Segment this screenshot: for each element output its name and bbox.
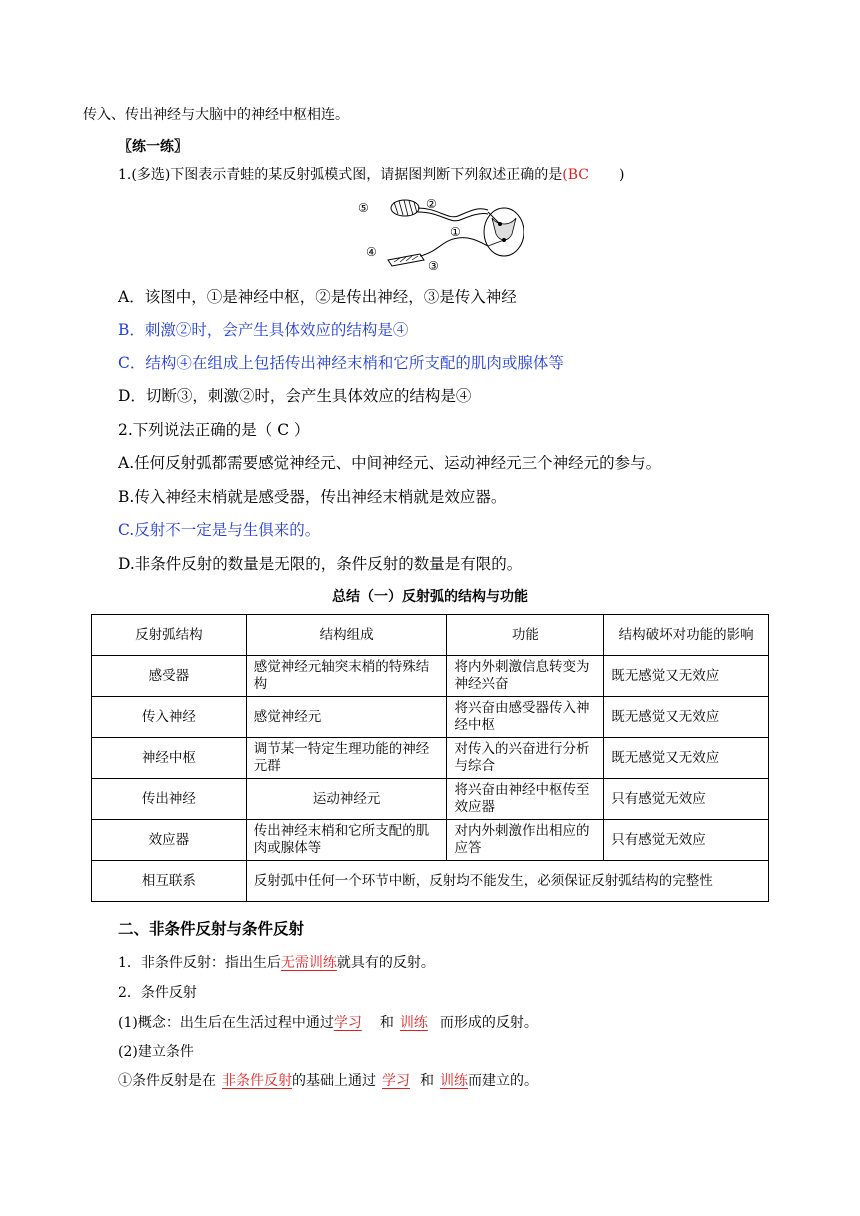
q1-option-a: A．该图中，①是神经中枢，②是传出神经，③是传入神经 [118,288,517,306]
diagram-label-4: ④ [366,245,377,259]
table-header-cell: 反射弧结构 [92,615,247,656]
table-cell: 反射弧中任何一个环节中断，反射均不能发生，必须保证反射弧结构的完整性 [246,861,768,902]
line3-pre: (1)概念：出生后在生活过程中通过 [118,1015,334,1031]
table-cell: 对传入的兴奋进行分析与综合 [447,738,604,779]
table-cell: 既无感觉又无效应 [604,697,769,738]
table-header-cell: 结构破坏对功能的影响 [604,615,769,656]
table-cell: 将兴奋由神经中枢传至效应器 [447,779,604,820]
q1-stem: 1.(多选)下图表示青蛙的某反射弧模式图，请据图判断下列叙述正确的是 [118,167,563,183]
skin-icon [388,254,424,266]
table-row [92,861,769,902]
section2-heading: 二、非条件反射与条件反射 [118,920,305,938]
line5-post: 而建立的。 [468,1073,538,1089]
blank-answer: 无需训练 [280,955,337,971]
section2-line2: 2．条件反射 [118,985,197,1001]
table-cell: 感受器 [92,656,247,697]
diagram-label-5: ⑤ [358,201,369,215]
table-cell: 效应器 [92,820,247,861]
table-cell: 对内外刺激作出相应的应答 [447,820,604,861]
summary-table [91,614,769,902]
line3-mid: 和 [379,1015,394,1031]
table-cell: 调节某一特定生理功能的神经元群 [246,738,447,779]
section2-line4: (2)建立条件 [118,1044,194,1060]
diagram-label-3: ③ [428,259,439,273]
blank-answer: 训练 [399,1015,428,1031]
q2-option-d: D.非条件反射的数量是无限的，条件反射的数量是有限的。 [118,555,523,573]
table-cell: 传出神经 [92,779,247,820]
table-cell: 神经中枢 [92,738,247,779]
line1-pre: 1．非条件反射：指出生后 [118,955,281,971]
table-cell: 传入神经 [92,697,247,738]
diagram-label-1: ① [450,225,461,239]
table-cell: 将兴奋由感受器传入神经中枢 [447,697,604,738]
table-cell: 运动神经元 [246,779,447,820]
table-row [92,697,769,738]
table-header-cell: 结构组成 [246,615,447,656]
table-cell: 既无感觉又无效应 [604,738,769,779]
table-cell: 只有感觉无效应 [604,779,769,820]
table-header-row [92,615,769,656]
muscle-icon [391,200,419,216]
q1-option-d: D．切断③，刺激②时，会产生具体效应的结构是④ [118,387,472,405]
table-cell: 既无感觉又无效应 [604,656,769,697]
section2-line5 [118,1070,538,1090]
table-row [92,820,769,861]
blank-answer: 学习 [333,1015,362,1031]
blank-answer: 训练 [440,1073,468,1089]
spinal-cord-icon [484,208,524,256]
section2-line3 [118,1012,538,1032]
line5-mid2: 和 [420,1073,434,1089]
q1-option-c: C．结构④在组成上包括传出神经末梢和它所支配的肌肉或腺体等 [118,354,564,372]
q2-stem: 2.下列说法正确的是（ C ） [118,421,310,439]
section2-line1 [118,952,435,972]
line5-mid1: 的基础上通过 [292,1073,376,1089]
diagram-label-2: ② [426,197,437,211]
line1-post: 就具有的反射。 [336,955,435,971]
intro-line: 传入、传出神经与大脑中的神经中枢相连。 [83,107,349,123]
q2-option-c: C.反射不一定是与生俱来的。 [118,521,321,539]
summary-title: 总结（一）反射弧的结构与功能 [332,589,528,605]
table-cell: 感觉神经元轴突末梢的特殊结构 [246,656,447,697]
table-row [92,779,769,820]
blank-answer: 学习 [382,1073,410,1089]
q1-option-b: B．刺激②时，会产生具体效应的结构是④ [118,321,409,339]
blank-answer: 非条件反射 [222,1073,292,1089]
table-cell: 相互联系 [92,861,247,902]
q1-stem-line [118,164,624,184]
line5-pre: ①条件反射是在 [118,1073,216,1089]
q1-answer: (BC [562,167,590,183]
q2-option-b: B.传入神经末梢就是感受器，传出神经末梢就是效应器。 [118,488,507,506]
table-cell: 感觉神经元 [246,697,447,738]
line3-post: 而形成的反射。 [439,1015,538,1031]
q2-option-a: A.任何反射弧都需要感觉神经元、中间神经元、运动神经元三个神经元的参与。 [118,454,662,472]
table-cell: 将内外刺激信息转变为神经兴奋 [447,656,604,697]
table-row [92,738,769,779]
reflex-arc-diagram [358,194,524,274]
practice-heading: 〖练一练〗 [118,139,188,155]
q1-close-paren: ) [619,167,625,183]
table-header-cell: 功能 [447,615,604,656]
table-row [92,656,769,697]
table-cell: 只有感觉无效应 [604,820,769,861]
table-cell: 传出神经末梢和它所支配的肌肉或腺体等 [246,820,447,861]
